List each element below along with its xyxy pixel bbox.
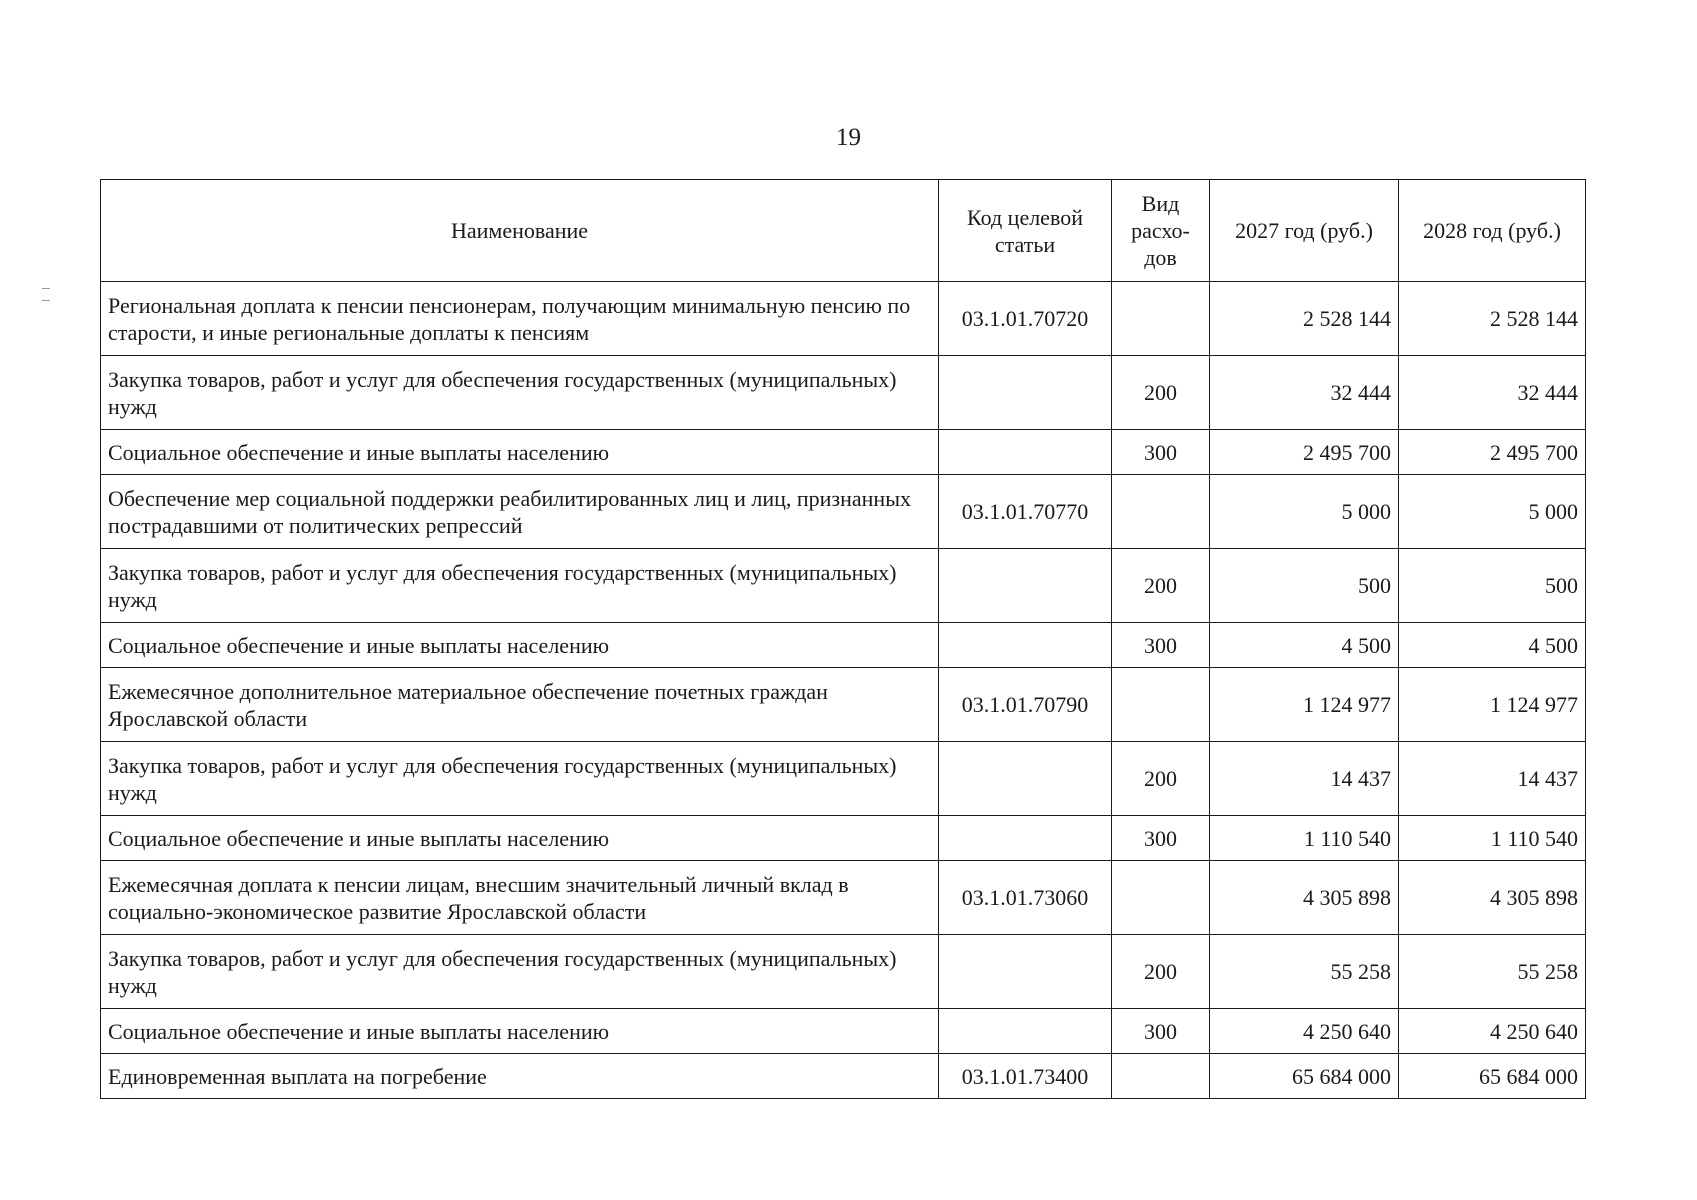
table-row <box>101 430 1586 475</box>
row-name: Закупка товаров, работ и услуг для обеспечения государственных (муниципальных) нужд <box>101 549 939 623</box>
row-2027: 32 444 <box>1210 356 1399 430</box>
header-2028: 2028 год (руб.) <box>1399 180 1586 282</box>
row-name: Социальное обеспечение и иные выплаты населению <box>101 816 939 861</box>
row-2028: 4 305 898 <box>1399 861 1586 935</box>
row-code <box>939 935 1112 1009</box>
row-kind <box>1112 475 1210 549</box>
table-row <box>101 861 1586 935</box>
row-name: Закупка товаров, работ и услуг для обеспечения государственных (муниципальных) нужд <box>101 935 939 1009</box>
row-2028: 14 437 <box>1399 742 1586 816</box>
row-name: Социальное обеспечение и иные выплаты населению <box>101 1009 939 1054</box>
row-code: 03.1.01.73400 <box>939 1054 1112 1099</box>
row-2028: 4 500 <box>1399 623 1586 668</box>
table-header-row <box>101 180 1586 282</box>
row-2027: 14 437 <box>1210 742 1399 816</box>
row-2028: 500 <box>1399 549 1586 623</box>
row-2028: 2 528 144 <box>1399 282 1586 356</box>
header-kind: Вид расхо-дов <box>1112 180 1210 282</box>
row-2028: 4 250 640 <box>1399 1009 1586 1054</box>
margin-mark <box>42 288 50 289</box>
row-kind: 300 <box>1112 816 1210 861</box>
row-code: 03.1.01.70790 <box>939 668 1112 742</box>
row-kind <box>1112 1054 1210 1099</box>
row-code <box>939 1009 1112 1054</box>
row-code <box>939 816 1112 861</box>
row-code <box>939 549 1112 623</box>
page-number: 19 <box>836 124 861 151</box>
table-row <box>101 1009 1586 1054</box>
row-2028: 1 110 540 <box>1399 816 1586 861</box>
header-name: Наименование <box>101 180 939 282</box>
row-code: 03.1.01.73060 <box>939 861 1112 935</box>
row-code: 03.1.01.70770 <box>939 475 1112 549</box>
row-2028: 55 258 <box>1399 935 1586 1009</box>
row-kind: 200 <box>1112 356 1210 430</box>
budget-table <box>100 179 1586 1099</box>
row-2027: 4 305 898 <box>1210 861 1399 935</box>
row-kind: 300 <box>1112 1009 1210 1054</box>
row-2027: 500 <box>1210 549 1399 623</box>
header-2027: 2027 год (руб.) <box>1210 180 1399 282</box>
row-2027: 5 000 <box>1210 475 1399 549</box>
row-name: Обеспечение мер социальной поддержки реабилитированных лиц и лиц, признанных пострадавшими от политических репрессий <box>101 475 939 549</box>
row-kind: 300 <box>1112 430 1210 475</box>
header-code: Код целевой статьи <box>939 180 1112 282</box>
row-2027: 4 250 640 <box>1210 1009 1399 1054</box>
row-2027: 1 110 540 <box>1210 816 1399 861</box>
row-name: Социальное обеспечение и иные выплаты населению <box>101 430 939 475</box>
row-code <box>939 430 1112 475</box>
table-row <box>101 742 1586 816</box>
row-code <box>939 623 1112 668</box>
table-row <box>101 668 1586 742</box>
row-2028: 32 444 <box>1399 356 1586 430</box>
row-2027: 1 124 977 <box>1210 668 1399 742</box>
row-code: 03.1.01.70720 <box>939 282 1112 356</box>
row-kind <box>1112 668 1210 742</box>
row-name: Социальное обеспечение и иные выплаты населению <box>101 623 939 668</box>
table-row <box>101 475 1586 549</box>
row-name: Ежемесячное дополнительное материальное обеспечение почетных граждан Ярославской области <box>101 668 939 742</box>
margin-mark <box>42 300 50 301</box>
row-name: Ежемесячная доплата к пенсии лицам, внесшим значительный личный вклад в социально-экономическое развитие Ярославской области <box>101 861 939 935</box>
table-row <box>101 282 1586 356</box>
table-row <box>101 935 1586 1009</box>
row-2028: 2 495 700 <box>1399 430 1586 475</box>
row-code <box>939 742 1112 816</box>
row-2028: 5 000 <box>1399 475 1586 549</box>
table-row <box>101 549 1586 623</box>
table-row <box>101 816 1586 861</box>
row-2028: 65 684 000 <box>1399 1054 1586 1099</box>
row-kind <box>1112 282 1210 356</box>
row-code <box>939 356 1112 430</box>
table-row <box>101 356 1586 430</box>
row-name: Региональная доплата к пенсии пенсионерам, получающим минимальную пенсию по старости, и иные региональные доплаты к пенсиям <box>101 282 939 356</box>
row-name: Единовременная выплата на погребение <box>101 1054 939 1099</box>
row-kind <box>1112 861 1210 935</box>
row-name: Закупка товаров, работ и услуг для обеспечения государственных (муниципальных) нужд <box>101 742 939 816</box>
row-2027: 65 684 000 <box>1210 1054 1399 1099</box>
row-2027: 55 258 <box>1210 935 1399 1009</box>
row-kind: 200 <box>1112 549 1210 623</box>
row-2027: 2 528 144 <box>1210 282 1399 356</box>
row-2028: 1 124 977 <box>1399 668 1586 742</box>
table-row <box>101 1054 1586 1099</box>
row-kind: 200 <box>1112 935 1210 1009</box>
row-kind: 300 <box>1112 623 1210 668</box>
row-2027: 4 500 <box>1210 623 1399 668</box>
row-2027: 2 495 700 <box>1210 430 1399 475</box>
row-name: Закупка товаров, работ и услуг для обеспечения государственных (муниципальных) нужд <box>101 356 939 430</box>
table-row <box>101 623 1586 668</box>
row-kind: 200 <box>1112 742 1210 816</box>
